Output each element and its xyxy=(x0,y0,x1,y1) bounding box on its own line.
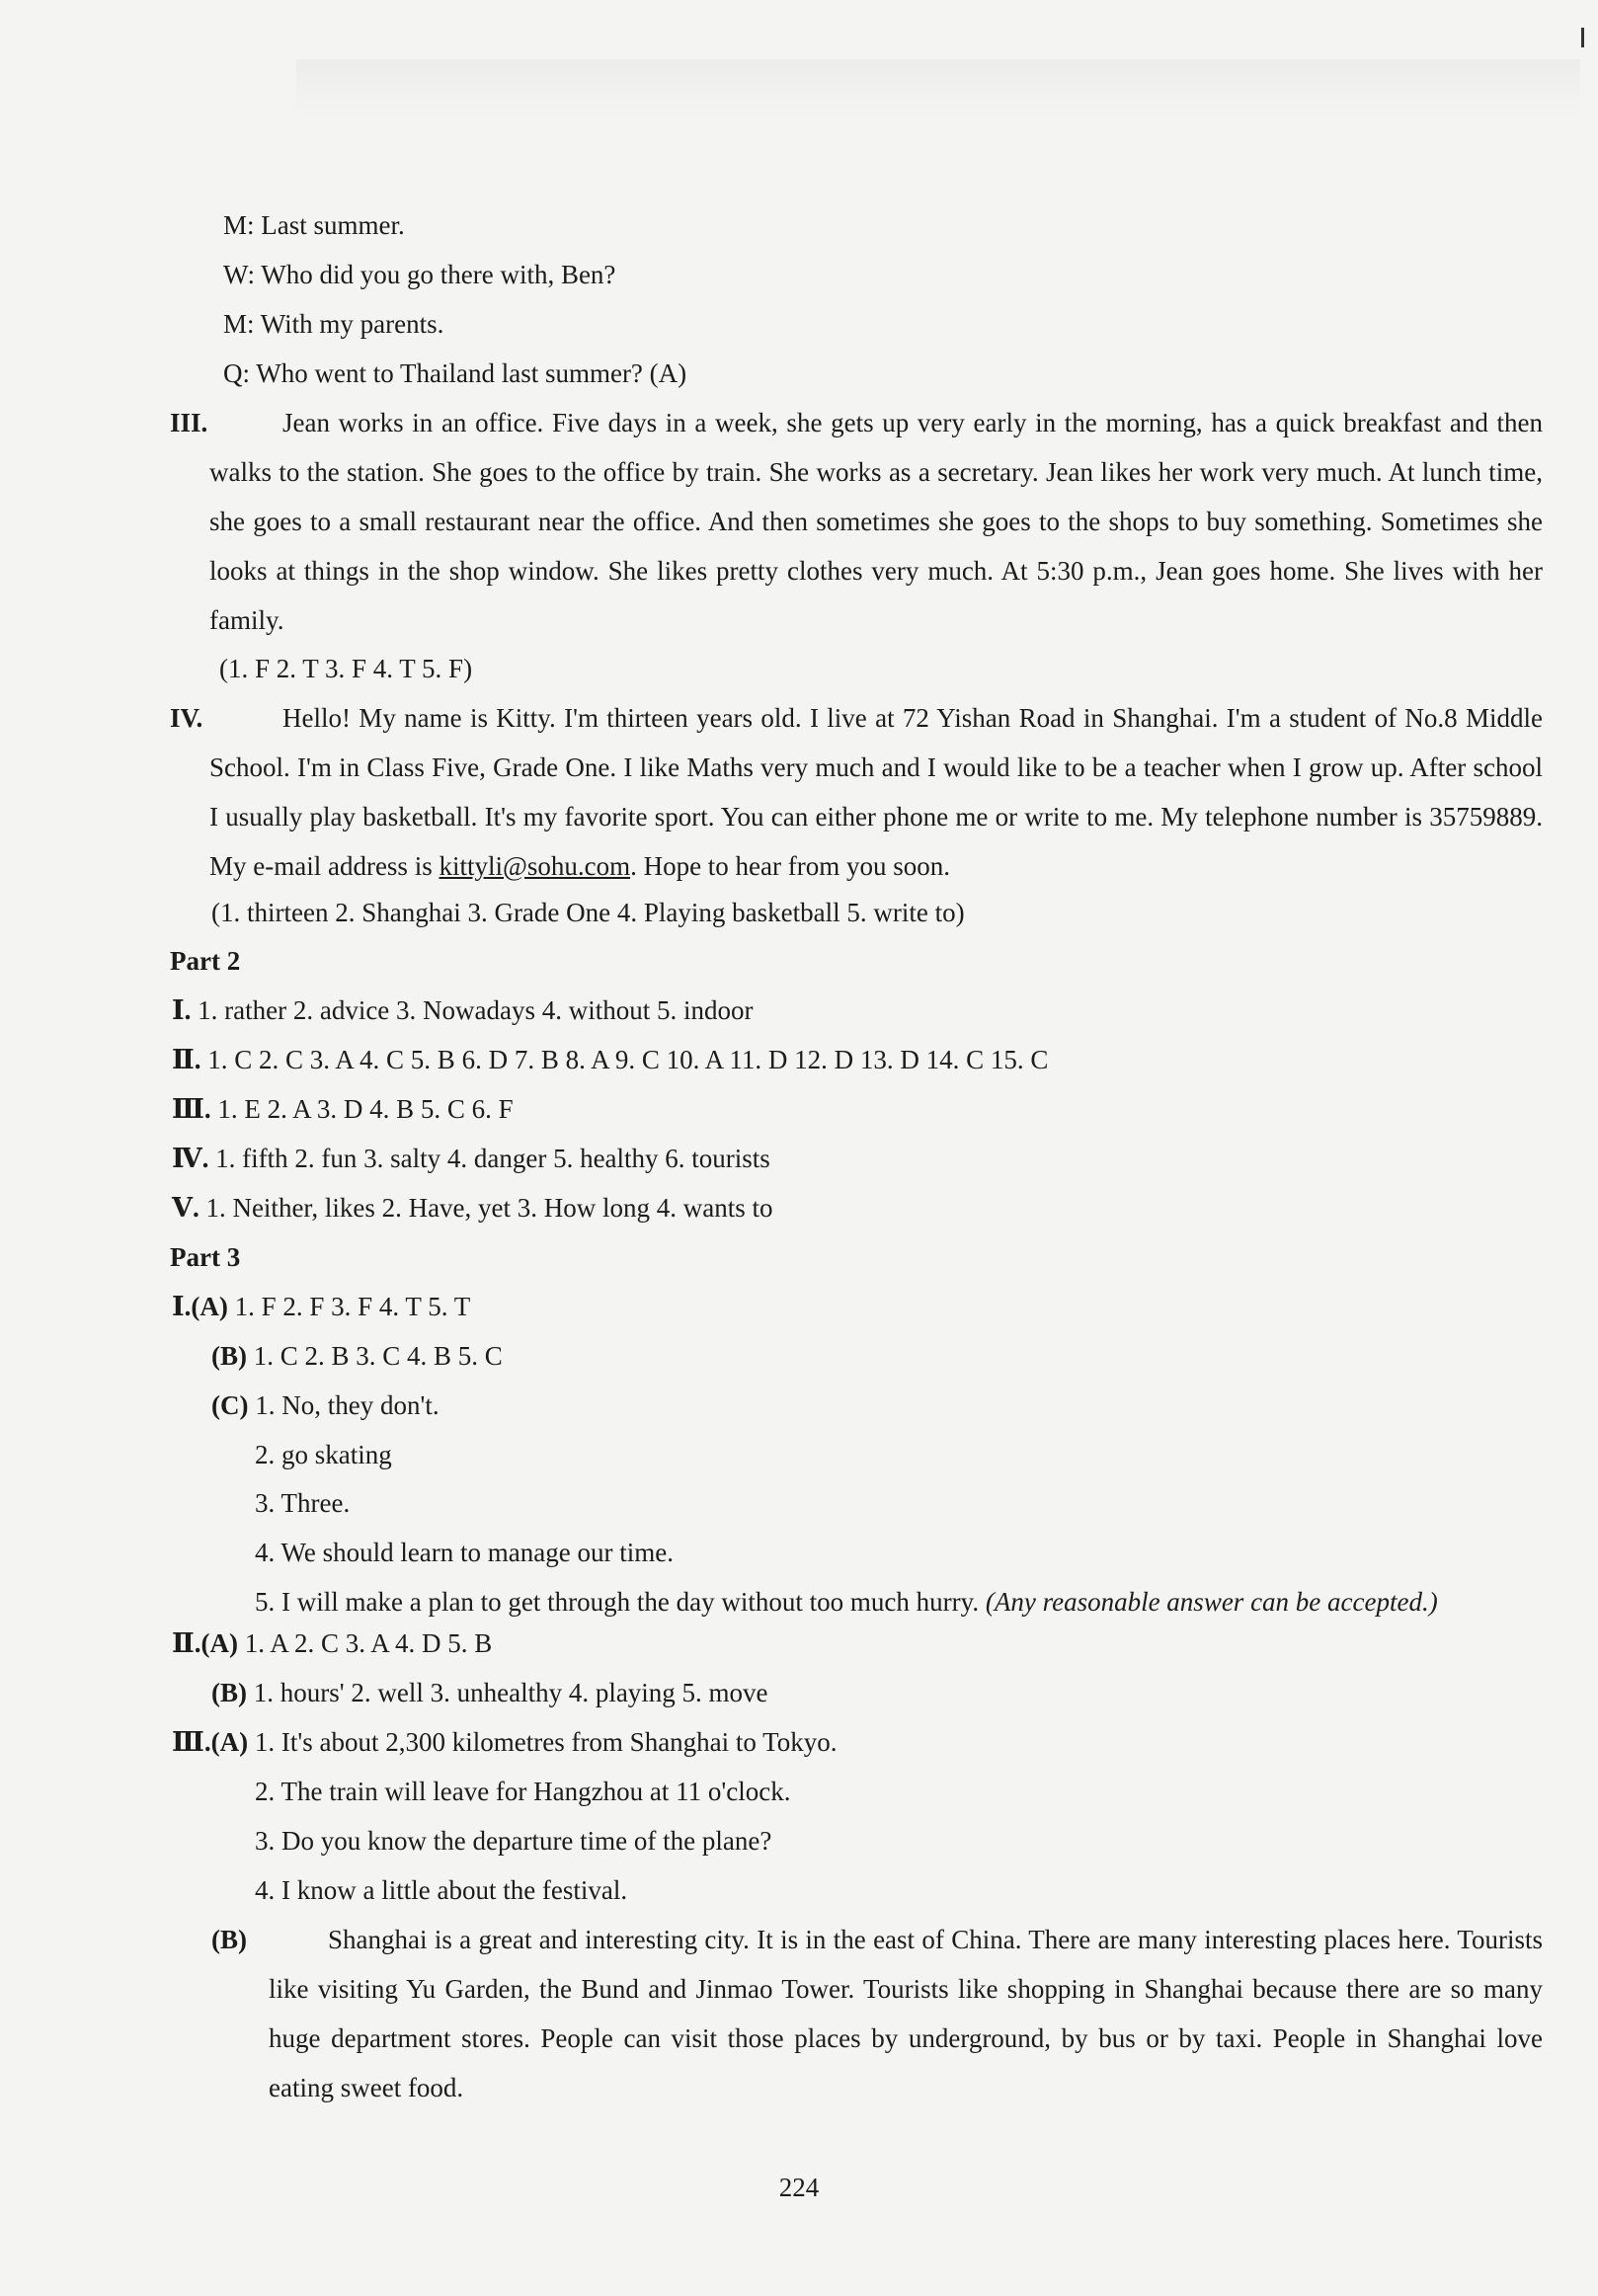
listening-passage-3 xyxy=(209,398,1543,645)
sub-label: (B) xyxy=(211,1341,247,1371)
answer-note: (Any reasonable answer can be accepted.) xyxy=(985,1587,1438,1617)
answer-item xyxy=(255,1585,1438,1619)
scan-mark xyxy=(1581,28,1584,47)
row-answers: 1. No, they don't. xyxy=(255,1390,439,1420)
passage-text: Shanghai is a great and interesting city. It is in the east of China. There are many interesting places here. Tourists like visiting Yu Garden, the Bund and Jinmao Tower. Tourists like shopping in Shanghai because there are so many huge department stores. People can visit those places by underground, by bus or by taxi. People in Shanghai love eating sweet food. xyxy=(269,1925,1543,2102)
sub-label-text: (B) xyxy=(211,1925,247,1954)
sub-label: (A) xyxy=(210,1727,249,1757)
answer-key: (1. thirteen 2. Shanghai 3. Grade One 4. Playing basketball 5. write to) xyxy=(211,898,965,927)
part-heading: Part 2 xyxy=(170,946,241,976)
row-numeral: Ⅰ. xyxy=(172,995,192,1025)
sub-label: (A) xyxy=(191,1292,228,1321)
passage-text-end: . Hope to hear from you soon. xyxy=(630,851,951,881)
dialogue-line: M: With my parents. xyxy=(223,309,444,339)
answer-row xyxy=(172,1725,838,1759)
scan-shadow xyxy=(296,59,1580,119)
row-answers: 1. C 2. C 3. A 4. C 5. B 6. D 7. B 8. A 9. C 10. A 11. D 12. D 13. D 14. C 15. C xyxy=(207,1045,1049,1074)
row-answers: 1. hours' 2. well 3. unhealthy 4. playing 5. move xyxy=(253,1678,768,1707)
row-numeral: Ⅱ. xyxy=(172,1628,201,1658)
answer-row xyxy=(172,993,754,1027)
answer-row xyxy=(172,1290,470,1323)
row-numeral: Ⅲ. xyxy=(172,1727,211,1757)
row-numeral: Ⅲ. xyxy=(172,1094,211,1124)
section-numeral: III. xyxy=(170,408,208,437)
writing-passage xyxy=(269,1915,1543,2112)
row-answers: 1. It's about 2,300 kilometres from Shanghai to Tokyo. xyxy=(254,1727,838,1757)
email-address: kittyli@sohu.com xyxy=(439,851,631,881)
answer-item: 2. go skating xyxy=(255,1440,392,1469)
answer-row xyxy=(211,1676,768,1709)
answer-row xyxy=(211,1339,503,1373)
row-numeral: Ⅴ. xyxy=(172,1193,200,1223)
row-answers: 1. rather 2. advice 3. Nowadays 4. without 5. indoor xyxy=(198,995,754,1025)
answer-row xyxy=(172,1191,773,1225)
answer-item: 2. The train will leave for Hangzhou at 11 o'clock. xyxy=(255,1777,791,1806)
answer-item: 4. I know a little about the festival. xyxy=(255,1875,628,1905)
answer-item: 3. Three. xyxy=(255,1488,351,1518)
answer-item: 3. Do you know the departure time of the plane? xyxy=(255,1826,772,1856)
row-numeral: Ⅳ. xyxy=(172,1144,209,1173)
row-answers: 1. Neither, likes 2. Have, yet 3. How long 4. wants to xyxy=(205,1193,773,1223)
section-numeral: IV. xyxy=(170,703,203,733)
listening-passage-4 xyxy=(209,693,1543,891)
dialogue-line: M: Last summer. xyxy=(223,210,405,240)
sub-label: (B) xyxy=(211,1678,247,1707)
passage-text: Jean works in an office. Five days in a week, she gets up very early in the morning, has a quick breakfast and then walks to the station. She goes to the office by train. She works as a secretary. Jean likes her work very much. At lunch time, she goes to a small restaurant near the office. And then sometimes she goes to the shops to buy something. Sometimes she looks at things in the shop window. She likes pretty clothes very much. At 5:30 p.m., Jean goes home. She lives with her family. xyxy=(209,408,1543,635)
dialogue-line: Q: Who went to Thailand last summer? (A) xyxy=(223,358,687,388)
page-number: 224 xyxy=(778,2173,820,2202)
row-answers: 1. F 2. F 3. F 4. T 5. T xyxy=(234,1292,471,1321)
answer-key: (1. F 2. T 3. F 4. T 5. F) xyxy=(219,654,473,683)
passage-text: Hello! My name is Kitty. I'm thirteen years old. I live at 72 Yishan Road in Shanghai. I'm a student of No.8 Middle School. I'm in Class Five, Grade One. I like Maths very much and I would like to be a teacher when I grow up. After school I usually play basketball. It's my favorite sport. You can either phone me or write to me. My telephone number is 35759889. My e-mail address is xyxy=(209,703,1543,881)
row-answers: 1. E 2. A 3. D 4. B 5. C 6. F xyxy=(217,1094,514,1124)
answer-row xyxy=(172,1142,770,1175)
row-numeral: Ⅱ. xyxy=(172,1045,201,1074)
answer-row xyxy=(172,1043,1048,1076)
answer-item: 4. We should learn to manage our time. xyxy=(255,1538,674,1567)
answer-row xyxy=(172,1092,514,1126)
row-numeral: Ⅰ. xyxy=(172,1292,192,1321)
row-answers: 1. fifth 2. fun 3. salty 4. danger 5. healthy 6. tourists xyxy=(215,1144,770,1173)
answer-text: 5. I will make a plan to get through the day without too much hurry. xyxy=(255,1587,980,1617)
row-answers: 1. C 2. B 3. C 4. B 5. C xyxy=(253,1341,503,1371)
sub-label: (A) xyxy=(200,1628,238,1658)
answer-row xyxy=(211,1388,439,1422)
answer-row xyxy=(172,1626,492,1660)
sub-label xyxy=(211,1923,247,1956)
dialogue-line: W: Who did you go there with, Ben? xyxy=(223,260,616,289)
part-heading: Part 3 xyxy=(170,1242,241,1272)
row-answers: 1. A 2. C 3. A 4. D 5. B xyxy=(244,1628,493,1658)
sub-label: (C) xyxy=(211,1390,249,1420)
